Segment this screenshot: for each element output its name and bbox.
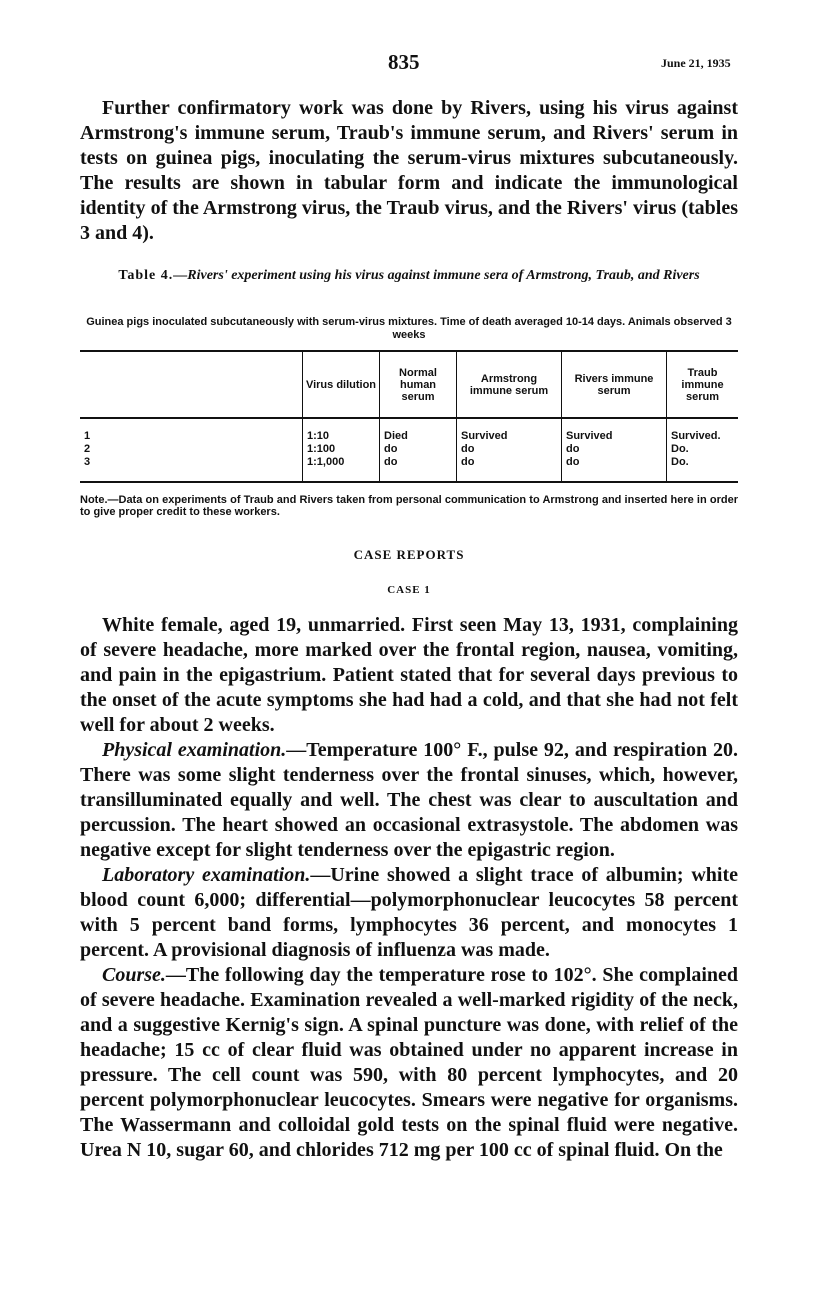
cell-armstrong: Survived bbox=[457, 418, 562, 443]
case-paragraph-laboratory bbox=[80, 863, 738, 963]
cell-normal: do bbox=[380, 443, 457, 456]
header-rivers-serum: Rivers immune serum bbox=[562, 351, 667, 418]
row-number: 3 bbox=[80, 456, 303, 482]
cell-rivers: Survived bbox=[562, 418, 667, 443]
cell-normal: do bbox=[380, 456, 457, 482]
page-number: 835 bbox=[388, 50, 420, 74]
header-armstrong-serum: Armstrong immune serum bbox=[457, 351, 562, 418]
cell-dilution: 1:10 bbox=[303, 418, 380, 443]
cell-dilution: 1:100 bbox=[303, 443, 380, 456]
laboratory-heading: Laboratory examination. bbox=[102, 864, 311, 886]
cell-rivers: do bbox=[562, 456, 667, 482]
laboratory-text: —Urine showed a slight trace of albumin; white blood count 6,000; differential—polymorphonuclear leucocytes 58 percent with 5 percent band forms, lymphocytes 36 percent, and monocytes 1 percent. A provisional diagnosis of influenza was made. bbox=[80, 864, 738, 961]
physical-text: —Temperature 100° F., pulse 92, and respiration 20. There was some slight tenderness over the frontal sinuses, which, however, transilluminated equally and well. The chest was clear to auscultation and percussion. The heart showed an occasional extrasystole. The abdomen was negative except for slight tenderness over the epigastric region. bbox=[80, 739, 738, 861]
cell-traub: Do. bbox=[667, 443, 739, 456]
case-paragraph-course bbox=[80, 963, 738, 1163]
header-traub-serum: Traub immune serum bbox=[667, 351, 739, 418]
cell-dilution: 1:1,000 bbox=[303, 456, 380, 482]
table-caption-text: —Rivers' experiment using his virus against immune sera of Armstrong, Traub, and Rivers bbox=[173, 268, 700, 283]
section-title: CASE REPORTS bbox=[353, 547, 465, 562]
course-heading: Course. bbox=[102, 964, 166, 986]
table-note-label: Note. bbox=[80, 494, 108, 506]
physical-heading: Physical examination. bbox=[102, 739, 287, 761]
table-row bbox=[80, 456, 738, 482]
case-body bbox=[80, 613, 738, 1163]
header-normal-serum: Normal human serum bbox=[380, 351, 457, 418]
table-subtitle: Guinea pigs inoculated subcutaneously with serum-virus mixtures. Time of death averaged 10-14 days. Animals observed 3 weeks bbox=[86, 316, 732, 341]
course-text: —The following day the temperature rose to 102°. She complained of severe headache. Examination revealed a well-marked rigidity of the neck, and a suggestive Kernig's sign. A spinal puncture was done, with relief of the headache; 15 cc of clear fluid was obtained under no apparent increase in pressure. The cell count was 590, with 80 percent lymphocytes, and 20 percent polymorphonuclear leucocytes. Smears were negative for organisms. The Wassermann and colloidal gold tests on the spinal fluid were negative. Urea N 10, sugar 60, and chlorides 712 mg per 100 cc of spinal fluid. On the bbox=[80, 964, 738, 1161]
row-number: 1 bbox=[84, 430, 91, 442]
table-caption bbox=[80, 268, 738, 284]
cell-traub: Do. bbox=[667, 456, 739, 482]
case-paragraph-physical bbox=[80, 738, 738, 863]
publication-date: June 21, 1935 bbox=[661, 56, 731, 70]
table-header-row bbox=[80, 351, 738, 418]
intro-paragraph: Further confirmatory work was done by Rivers, using his virus against Armstrong's immune serum, Traub's immune serum, and Rivers' serum in tests on guinea pigs, inoculating the serum-virus mixtures subcutaneously. The results are shown in tabular form and indicate the immunological identity of the Armstrong virus, the Traub virus, and the Rivers' virus (tables 3 and 4). bbox=[80, 97, 738, 244]
header-row-label bbox=[80, 351, 303, 418]
case-paragraph-history: White female, aged 19, unmarried. First seen May 13, 1931, complaining of severe headache, more marked over the frontal region, nausea, vomiting, and pain in the epigastrium. Patient stated that for several days previous to the onset of the acute symptoms she had had a cold, and that she had not felt well for about 2 weeks. bbox=[80, 614, 738, 736]
cell-rivers: do bbox=[562, 443, 667, 456]
cell-armstrong: do bbox=[457, 456, 562, 482]
table-row bbox=[80, 418, 738, 443]
cell-traub: Survived. bbox=[667, 418, 739, 443]
case-title: CASE 1 bbox=[387, 584, 431, 596]
table-label: Table 4. bbox=[118, 268, 174, 283]
table-row bbox=[80, 443, 738, 456]
cell-normal: Died bbox=[380, 418, 457, 443]
header-virus-dilution: Virus dilution bbox=[303, 351, 380, 418]
table-note-text: —Data on experiments of Traub and Rivers taken from personal communication to Armstrong and inserted here in order to give proper credit to these workers. bbox=[80, 494, 738, 518]
row-number: 2 bbox=[84, 443, 91, 455]
cell-armstrong: do bbox=[457, 443, 562, 456]
results-table bbox=[80, 350, 738, 483]
table-note bbox=[80, 494, 738, 518]
